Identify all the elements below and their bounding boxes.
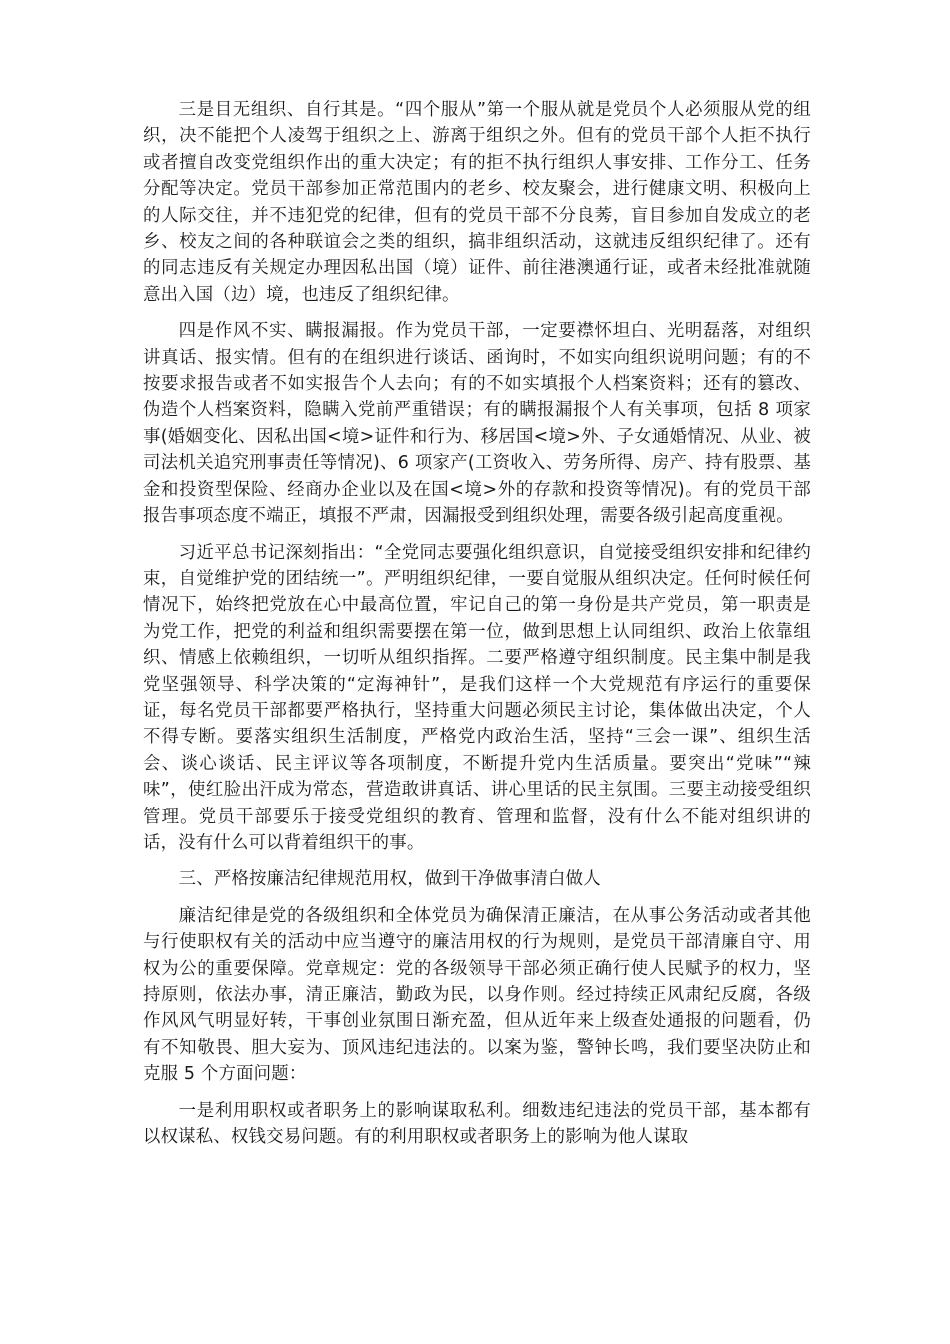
- section-heading-integrity-discipline: 三、严格按廉洁纪律规范用权，做到干净做事清白做人: [178, 869, 601, 890]
- paragraph-organization-discipline-three: 三是目无组织、自行其是。“四个服从”第一个服从就是党员个人必须服从党的组织，决不能把个人凌驾于组织之上、游离于组织之外。但有的党员干部个人拒不执行或者擅自改变党组织作出的重大决定；有的拒不执行组织人事安排、工作分工、任务分配等决定。党员干部参加正常范围内的老乡、校友聚会，进行健康文明、积极向上的人际交往，并不违犯党的纪律，但有的党员干部不分良莠，盲目参加自发成立的老乡、校友之间的各种联谊会之类的组织，搞非组织活动，这就违反组织纪律了。还有的同志违反有关规定办理因私出国（境）证件、前往港澳通行证，或者未经批准就随意出入国（边）境，也违反了组织纪律。: [143, 100, 811, 305]
- paragraph-integrity-discipline-intro: 廉洁纪律是党的各级组织和全体党员为确保清正廉洁，在从事公务活动或者其他与行使职权有关的活动中应当遵守的廉洁用权的行为规则，是党员干部清廉自守、用权为公的重要保障。党章规定：党的各级领导干部必须正确行使人民赋予的权力，坚持原则，依法办事，清正廉洁，勤政为民，以身作则。经过持续正风肃纪反腐，各级作风风气明显好转，干事创业氛围日渐充盈，但从近年来上级查处通报的问题看，仍有不知敬畏、胆大妄为、顶风违纪违法的。以案为鉴，警钟长鸣，我们要坚决防止和克服 5 个方面问题：: [143, 905, 811, 1085]
- document-body: [143, 97, 811, 1160]
- paragraph-organization-discipline-four: 四是作风不实、瞒报漏报。作为党员干部，一定要襟怀坦白、光明磊落，对组织讲真话、报实情。但有的在组织进行谈话、函询时，不如实向组织说明问题；有的不按要求报告或者不如实报告个人去向；有的不如实填报个人档案资料；还有的篡改、伪造个人档案资料，隐瞒入党前严重错误；有的瞒报漏报个人有关事项，包括 8 项家事(婚姻变化、因私出国<境>证件和行为、移居国<境>外、子女通婚情况、从业、被司法机关追究刑事责任等情况)、6 项家产(工资收入、劳务所得、房产、持有股票、基金和投资型保险、经商办企业以及在国<境>外的存款和投资等情况)。有的党员干部报告事项态度不端正，填报不严肃，因漏报受到组织处理，需要各级引起高度重视。: [143, 321, 811, 527]
- paragraph-integrity-discipline-one: 一是利用职权或者职务上的影响谋取私利。细数违纪违法的党员干部，基本都有以权谋私、权钱交易问题。有的利用职权或者职务上的影响为他人谋取: [143, 1100, 811, 1148]
- paragraph-xi-instruction: 习近平总书记深刻指出：“全党同志要强化组织意识，自觉接受组织安排和纪律约束，自觉维护党的团结统一”。严明组织纪律，一要自觉服从组织决定。任何时候任何情况下，始终把党放在心中最高位置，牢记自己的第一身份是共产党员，第一职责是为党工作，把党的利益和组织需要摆在第一位，做到思想上认同组织、政治上依靠组织、情感上依赖组织，一切听从组织指挥。二要严格遵守组织制度。民主集中制是我党坚强领导、科学决策的“定海神针”，是我们这样一个大党规范有序运行的重要保证，每名党员干部都要严格执行，坚持重大问题必须民主讨论，集体做出决定，个人不得专断。要落实组织生活制度，严格党内政治生活，坚持“三会一课”、组织生活会、谈心谈话、民主评议等各项制度，不断提升党内生活质量。要突出“党味”“辣味”，使红脸出汗成为常态，营造敢讲真话、讲心里话的民主氛围。三要主动接受组织管理。党员干部要乐于接受党组织的教育、管理和监督，没有什么不能对组织讲的话，没有什么可以背着组织干的事。: [143, 542, 811, 853]
